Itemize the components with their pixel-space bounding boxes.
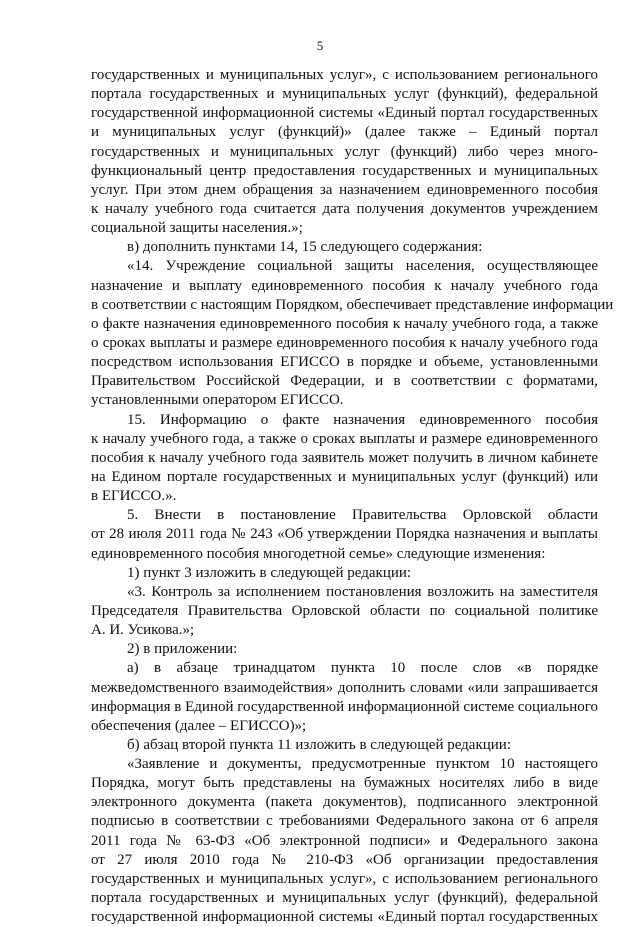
text-line: портала государственных и муниципальных услуг (функций), федеральной [91,890,598,907]
text-line: к началу учебного года считается дата получения документов учреждением [91,200,598,217]
text-line: 5. Внести в постановление Правительства Орловской области [127,507,598,524]
text-line: информация в Единой государственной информационной системе социального [91,698,598,715]
text-line: межведомственного взаимодействия» дополнить словами «или запрашивается [91,679,598,696]
text-line: электронного документа (пакета документов), подписанного электронной [91,794,598,811]
text-line: «Заявление и документы, предусмотренные пунктом 10 настоящего [127,756,598,773]
text-line: подписью в соответствии с требованиями Федерального закона от 6 апреля [91,813,598,830]
text-line: назначение и выплату единовременного пособия к началу учебного года [91,277,598,294]
text-line: «3. Контроль за исполнением постановления возложить на заместителя [127,583,598,600]
text-line: государственных и муниципальных услуг», с использованием регионального [91,870,598,887]
text-line: 15. Информацию о факте назначения единовременного пособия [127,411,598,428]
text-line: в соответствии с настоящим Порядком, обеспечивает представление информации [91,296,614,313]
text-line: посредством использования ЕГИССО в порядке и объеме, установленными [91,354,598,371]
text-line: от 27 июля 2010 года № 210-ФЗ «Об организации предоставления [91,851,598,868]
text-line: о факте назначения единовременного пособия к началу учебного года, а также [91,315,598,332]
text-line: в) дополнить пунктами 14, 15 следующего содержания: [127,239,483,256]
text-line: государственных и муниципальных услуг», с использованием регионального [91,67,598,83]
text-line: «14. Учреждение социальной защиты населения, осуществляющее [127,258,598,275]
text-line: государственной информационной системы «Единый портал государственных [91,909,598,926]
text-line: А. И. Усикова.»; [91,622,195,639]
text-line: Порядка, могут быть представлены на бумажных носителях либо в виде [91,775,598,792]
text-line: к началу учебного года, а также о сроках выплаты и размере единовременного [91,430,598,447]
text-line: установленными оператором ЕГИССО. [91,392,344,409]
text-line: функциональный центр предоставления государственных и муниципальных [91,162,598,179]
text-line: Председателя Правительства Орловской области по социальной политике [91,602,598,619]
text-line: б) абзац второй пункта 11 изложить в следующей редакции: [127,736,512,753]
text-line: портала государственных и муниципальных услуг (функций), федеральной [91,86,598,103]
text-line: 1) пункт 3 изложить в следующей редакции: [127,564,412,581]
text-line: социальной защиты населения.»; [91,220,303,237]
text-line: а) в абзаце тринадцатом пункта 10 после слов «в порядке [127,660,598,677]
text-line: обеспечения (далее – ЕГИССО)»; [91,717,307,734]
text-line: от 28 июля 2011 года № 243 «Об утверждении Порядка назначения и выплаты [91,526,598,543]
text-line: 2) в приложении: [127,641,238,658]
text-line: на Едином портале государственных и муниципальных услуг (функций) или [91,468,598,485]
text-line: и муниципальных услуг (функций)» (далее также – Единый портал [91,124,598,141]
text-line: о сроках выплаты и размере единовременного пособия к началу учебного года [91,334,598,351]
text-line: 2011 года № 63-ФЗ «Об электронной подписи» и Федерального закона [91,832,598,849]
page-number: 5 [316,38,324,53]
text-line: пособия к началу учебного года заявитель может получить в личном кабинете [91,449,598,466]
text-line: в ЕГИССО.». [91,488,177,505]
text-line: Правительством Российской Федерации, и в соответствии с форматами, [91,373,598,390]
text-line: услуг. При этом днем обращения за назначением единовременного пособия [91,181,598,198]
document-body [91,66,614,927]
text-line: единовременного пособия многодетной семье» следующие изменения: [91,545,546,562]
text-line: государственной информационной системы «Единый портал государственных [91,105,598,122]
text-line: государственных и муниципальных услуг (функций) либо через много- [91,143,598,160]
